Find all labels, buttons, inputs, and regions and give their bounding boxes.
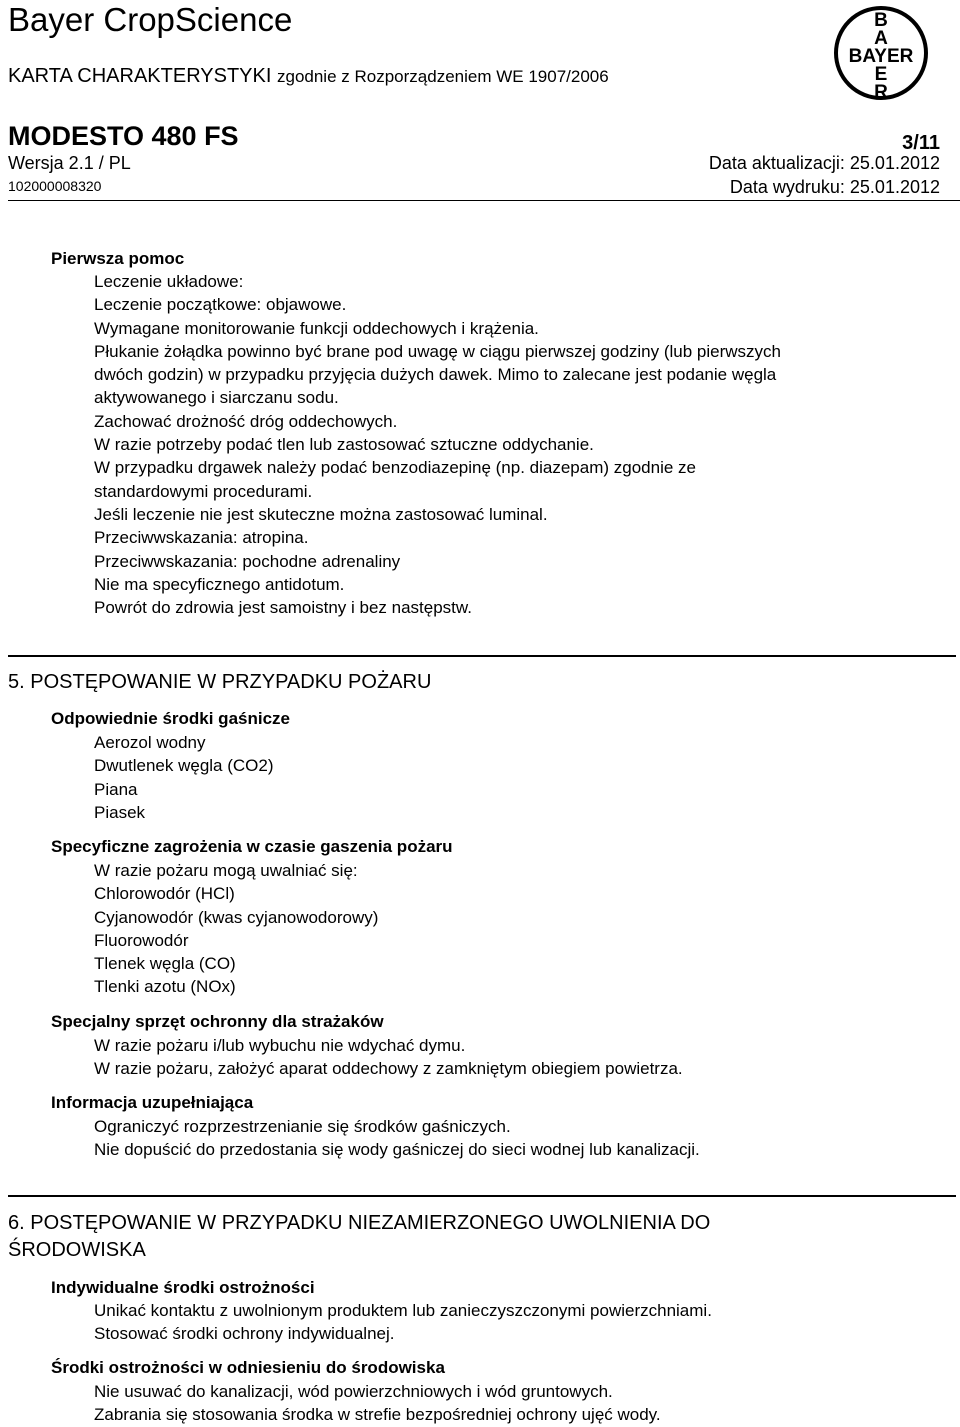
- list-item: Piana: [94, 779, 138, 799]
- document-code: 102000008320: [8, 178, 102, 194]
- extinguishing-media-title: Odpowiednie środki gaśnicze: [51, 709, 290, 728]
- print-date: Data wydruku: 25.01.2012: [729, 177, 940, 197]
- logo-letter-b: B: [874, 10, 888, 31]
- list-item: Tlenek węgla (CO): [94, 954, 236, 974]
- list-item: W razie pożaru i/lub wybuchu nie wdychać dymu.: [94, 1036, 466, 1055]
- first-aid-line: W przypadku drgawek należy podać benzodiazepinę (np. diazepam) zgodnie ze: [94, 458, 696, 478]
- first-aid-line: aktywowanego i siarczanu sodu.: [94, 388, 339, 408]
- list-item: W razie pożaru, założyć aparat oddechowy z zamkniętym obiegiem powietrza.: [94, 1059, 683, 1079]
- section-5-title: 5. POSTĘPOWANIE W PRZYPADKU POŻARU: [8, 671, 432, 693]
- first-aid-title: Pierwsza pomoc: [51, 249, 185, 268]
- list-item: Aerozol wodny: [94, 733, 206, 752]
- list-item: Dwutlenek węgla (CO2): [94, 756, 274, 776]
- list-item: Zabrania się stosowania środka w strefie bezpośredniej ochrony ujęć wody.: [94, 1405, 661, 1425]
- first-aid-line: Przeciwwskazania: pochodne adrenaliny: [94, 551, 401, 571]
- first-aid-line: Jeśli leczenie nie jest skuteczne można zastosować luminal.: [94, 504, 548, 524]
- section-6-divider: [8, 1195, 956, 1197]
- product-name: MODESTO 480 FS: [8, 121, 239, 151]
- additional-info-lines: [94, 1115, 934, 1162]
- list-item: Nie usuwać do kanalizacji, wód powierzchniowych i wód gruntowych.: [94, 1382, 613, 1401]
- list-item: Nie dopuścić do przedostania się wody gaśniczej do sieci wodnej lub kanalizacji.: [94, 1140, 700, 1160]
- personal-precautions-lines: [94, 1299, 934, 1346]
- first-aid-line: W razie potrzeby podać tlen lub zastosować sztuczne oddychanie.: [94, 435, 594, 455]
- first-aid-line: dwóch godzin) w przypadku przyjęcia dużych dawek. Mimo to zalecane jest podanie węgla: [94, 365, 777, 385]
- logo-letter-a: A: [874, 28, 888, 49]
- company-name: Bayer CropScience: [8, 1, 293, 38]
- extinguishing-media-lines: [94, 731, 934, 824]
- regulation-text: zgodnie z Rozporządzeniem WE 1907/2006: [276, 67, 609, 86]
- version-label: Wersja 2.1 / PL: [8, 153, 131, 173]
- first-aid-line: Zachować drożność dróg oddechowych.: [94, 411, 398, 431]
- first-aid-lines: [94, 270, 934, 619]
- first-aid-line: Wymagane monitorowanie funkcji oddechowych i krążenia.: [94, 318, 539, 338]
- logo-word-bayer: BAYER: [848, 46, 914, 67]
- environmental-precautions-lines: [94, 1380, 934, 1427]
- document-title: [8, 62, 609, 91]
- section-5-divider: [8, 655, 956, 657]
- first-aid-line: Płukanie żołądka powinno być brane pod uwagę w ciągu pierwszej godziny (lub pierwszych: [94, 341, 781, 361]
- personal-precautions-title: Indywidualne środki ostrożności: [51, 1278, 315, 1297]
- list-item: Chlorowodór (HCl): [94, 884, 235, 904]
- list-item: Stosować środki ochrony indywidualnej.: [94, 1324, 395, 1344]
- list-item: Tlenki azotu (NOx): [94, 977, 236, 997]
- update-date: Data aktualizacji: 25.01.2012: [708, 153, 940, 173]
- page-number: 3/11: [902, 132, 940, 154]
- first-aid-line: standardowymi procedurami.: [94, 481, 313, 501]
- list-item: Ograniczyć rozprzestrzenianie się środków gaśniczych.: [94, 1117, 511, 1136]
- logo-letter-e: E: [874, 64, 888, 85]
- card-title: KARTA CHARAKTERYSTYKI: [8, 65, 272, 87]
- list-item: Unikać kontaktu z uwolnionym produktem lub zanieczyszczonymi powierzchniami.: [94, 1301, 712, 1320]
- first-aid-line: Nie ma specyficznego antidotum.: [94, 574, 345, 594]
- section-6-title: [8, 1210, 710, 1264]
- logo-letter-r: R: [874, 82, 888, 103]
- section-6-title-line: 6. POSTĘPOWANIE W PRZYPADKU NIEZAMIERZONEGO UWOLNIENIA DO: [8, 1212, 711, 1234]
- specific-hazards-title: Specyficzne zagrożenia w czasie gaszenia pożaru: [51, 837, 453, 856]
- protective-equipment-title: Specjalny sprzęt ochronny dla strażaków: [51, 1012, 384, 1031]
- additional-info-title: Informacja uzupełniająca: [51, 1093, 254, 1112]
- section-6-title-line: ŚRODOWISKA: [8, 1239, 146, 1261]
- list-item: Cyjanowodór (kwas cyjanowodorowy): [94, 907, 379, 927]
- first-aid-line: Przeciwwskazania: atropina.: [94, 528, 309, 548]
- list-item: W razie pożaru mogą uwalniać się:: [94, 861, 358, 880]
- header-divider: [8, 200, 960, 201]
- protective-equipment-lines: [94, 1034, 934, 1081]
- specific-hazards-lines: [94, 859, 934, 999]
- first-aid-line: Leczenie początkowe: objawowe.: [94, 295, 347, 315]
- bayer-logo: [832, 0, 930, 106]
- list-item: Piasek: [94, 802, 146, 822]
- first-aid-line: Leczenie układowe:: [94, 272, 244, 291]
- environmental-precautions-title: Środki ostrożności w odniesieniu do środowiska: [51, 1358, 445, 1377]
- list-item: Fluorowodór: [94, 930, 189, 950]
- first-aid-line: Powrót do zdrowia jest samoistny i bez następstw.: [94, 598, 472, 618]
